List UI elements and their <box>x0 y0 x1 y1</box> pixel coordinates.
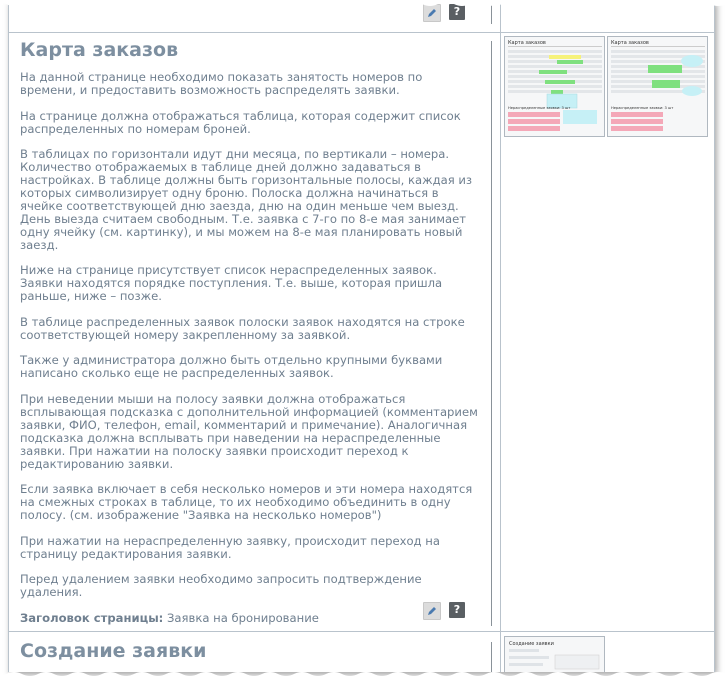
thumbnail-order-map[interactable] <box>504 36 605 137</box>
torn-edge-bottom <box>0 668 726 680</box>
paragraph: В таблице распределенных заявок полоски заявок находятся на строке соответствующей номеру закрепленному за заявкой. <box>20 314 465 342</box>
paragraph: Если заявка включает в себя несколько номеров и эти номера находятся на смежных строках в таблице, то их необходимо объединить в одну полосу. (см. изображение "Заявка на несколько номеров") <box>20 482 473 523</box>
paragraph: При нажатии на нераспределенную заявку, происходит переход на страницу редактирования заявки. <box>20 533 440 561</box>
paragraph: На странице должна отображаться таблица, которая содержит список распределенных по номерам броней. <box>20 108 461 136</box>
torn-edge-top <box>0 0 726 10</box>
requirement-section <box>9 33 714 632</box>
help-icon[interactable]: ? <box>449 4 465 20</box>
help-icon[interactable]: ? <box>449 602 465 618</box>
paragraph: Ниже на странице присутствует список нераспределенных заявок. Заявки находятся порядке поступления. Т.е. выше, которая пришла раньше, ниже – позже. <box>20 263 443 304</box>
page-header-line <box>20 612 482 625</box>
section-content <box>20 37 482 638</box>
edit-icon[interactable] <box>423 602 441 620</box>
section-title: Карта заказов <box>20 39 179 61</box>
paragraph: Перед удалением заявки необходимо запросить подтверждение удаления. <box>20 572 422 600</box>
page-sheet <box>8 0 715 672</box>
thumbnail-create-order[interactable] <box>504 636 605 672</box>
column-divider <box>500 33 501 631</box>
column-divider <box>500 632 501 672</box>
thumbnail-unassigned-title: Нераспределенные заявки: 3 шт <box>508 106 571 110</box>
paragraph: На данной странице необходимо показать занятость номеров по времени, и предоставить возможность распределять заявки. <box>20 70 423 97</box>
thumbnail-title: Карта заказов <box>611 40 649 46</box>
paragraph: Также у администратора должно быть отдельно крупными буквами написано сколько еще не распределенных заявок. <box>20 353 443 381</box>
thumbnail-title: Карта заказов <box>508 40 546 46</box>
paragraph: При неведении мыши на полосу заявки должна отображаться всплывающая подсказка с дополнительной информацией (комментарием заявки, ФИО, телефон, email, комментарий и примечание). Аналогичная подсказка должна всплывать при наведении на нераспределенные заявки. При нажатии на полоску заявки происходит переход к редактированию заявки. <box>20 392 478 471</box>
thumbnail-unassigned-title: Нераспределенные заявки: 3 шт <box>611 106 674 110</box>
paragraph: В таблицах по горизонтали идут дни месяца, по вертикали – номера. Количество отображаемых в таблице дней должно задаваться в настройках. В таблице должны быть горизонтальные полосы, каждая из которых символизирует одну броню. Полоска должна начинаться в ячейке соответствующей дню заезда, дню на один меньше чем выезд. День выезда считаем свободным. Т.е. заявка с 7-го по 8-е мая занимает одну ячейку (см. картинку), и мы можем на 8-е мая планировать новый заезд. <box>20 147 473 252</box>
page-header-label: Заголовок страницы: <box>20 610 164 625</box>
thumbnail-multi-room-order[interactable] <box>607 36 708 137</box>
pencil-icon <box>427 606 437 616</box>
thumbnail-title: Создание заявки <box>509 641 554 647</box>
divider <box>491 41 492 626</box>
page-header-value: Заявка на бронирование <box>167 610 319 625</box>
section-title: Создание заявки <box>20 640 207 662</box>
next-section-fragment <box>9 632 714 672</box>
